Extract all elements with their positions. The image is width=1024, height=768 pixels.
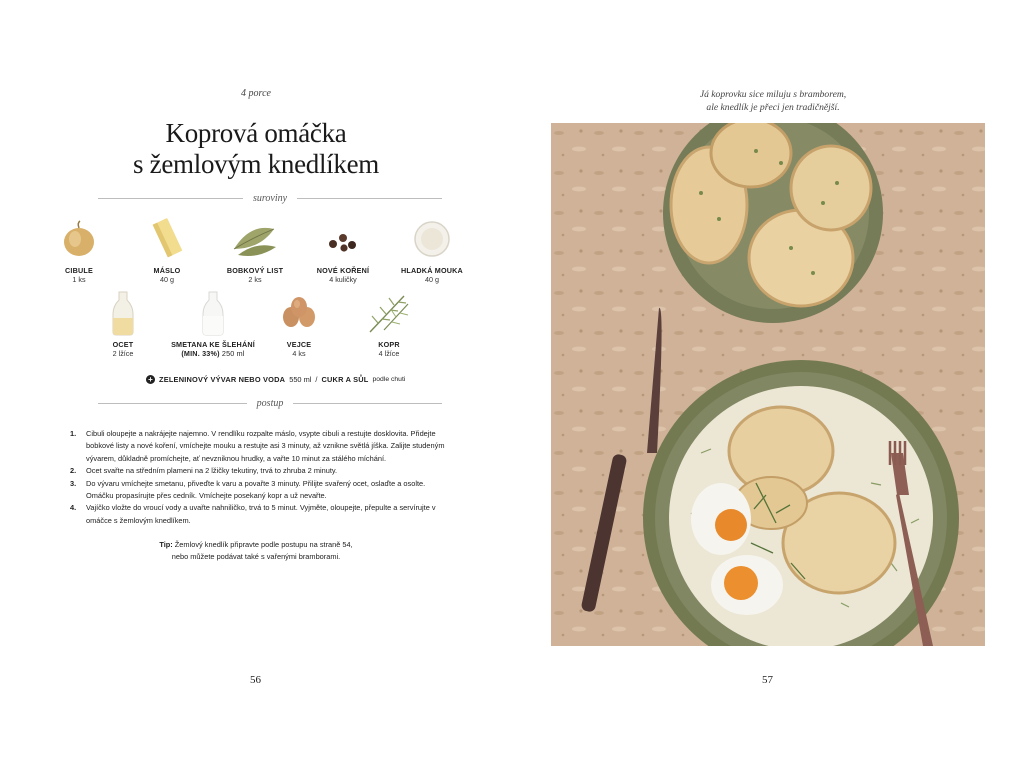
page-number-right: 57: [762, 674, 773, 686]
step-number: 2.: [70, 466, 77, 476]
ingredient-name: CIBULE: [65, 266, 93, 275]
ingredient-qty: 40 g: [160, 275, 174, 284]
method-step: [70, 428, 448, 465]
ingredient-name: NOVÉ KOŘENÍ: [316, 266, 370, 275]
recipe-title-line2: s žemlovým knedlíkem: [133, 149, 379, 179]
method-heading: [98, 398, 442, 409]
page-number-left: 56: [250, 674, 261, 686]
tip-text-line2: nebo můžete podávat také s vařenými bramborami.: [171, 552, 341, 562]
onion-icon: [36, 216, 122, 262]
ingredients-heading: [98, 193, 442, 204]
ingredient-name: HLADKÁ MOUKA: [401, 266, 463, 275]
ingredient-onion: [36, 216, 122, 284]
pull-quote: [517, 88, 1024, 114]
ingredient-butter: [124, 216, 210, 284]
extra-ingredients: [146, 375, 405, 384]
ingredient-name: [168, 340, 258, 358]
butter-icon: [124, 216, 210, 262]
step-number: 1.: [70, 429, 77, 438]
portions-label: 4 porce: [241, 88, 271, 99]
dish-photo-illustration: [551, 123, 985, 646]
dish-photo: [551, 123, 985, 646]
step-text: Ocet svařte na středním plameni na 2 lžičky tekutiny, trvá to zhruba 2 minuty.: [86, 466, 338, 476]
ingredient-flour: [389, 216, 475, 284]
ingredient-name-line2: (MIN. 33%): [181, 349, 220, 358]
cream-icon: [168, 290, 258, 336]
plus-icon: +: [146, 375, 155, 384]
method-step: [70, 465, 448, 477]
tip-line1: [0, 539, 512, 551]
bay-leaf-icon: [212, 216, 298, 262]
ingredient-name: VEJCE: [286, 340, 312, 349]
ingredient-qty: 1 ks: [72, 275, 86, 284]
tip-box: [0, 539, 512, 564]
method-step: [70, 478, 448, 503]
dill-icon: [346, 290, 432, 336]
ingredient-name-line1: SMETANA KE ŠLEHÁNÍ: [171, 340, 255, 349]
ingredient-name: KOPR: [378, 340, 400, 349]
extra-item-2-qty: podle chuti: [372, 376, 406, 383]
divider: [98, 198, 243, 199]
pull-quote-line1: Já koprovku sice miluju s bramborem,: [699, 89, 847, 100]
ingredient-qty: 2 ks: [248, 275, 262, 284]
step-text: Vajíčko vložte do vroucí vody a uvařte nahniličko, trvá to 5 minut. Vyjměte, oloupejte, přepulte a servírujte v omáčce s žemlovým knedlíkem.: [86, 503, 436, 525]
divider: [98, 403, 247, 404]
flour-icon: [389, 216, 475, 262]
ingredient-qty: 2 lžíce: [112, 349, 134, 358]
ingredient-eggs: [256, 290, 342, 358]
ingredient-name: BOBKOVÝ LIST: [226, 266, 284, 275]
tip-text-line1: Žemlový knedlík připravte podle postupu na straně 54,: [174, 540, 353, 549]
ingredient-vinegar: [80, 290, 166, 358]
method-step: [70, 502, 448, 527]
eggs-icon: [256, 290, 342, 336]
tip-label: Tip:: [159, 540, 173, 549]
method-heading-label: postup: [256, 398, 284, 409]
divider: [297, 198, 442, 199]
extra-separator: /: [315, 375, 318, 384]
ingredient-qty: 4 kuličky: [329, 275, 357, 284]
step-text: Do vývaru vmíchejte smetanu, přiveďte k varu a povařte 3 minuty. Přilijte svařený ocet, oslaďte a osolte. Omáčku propasírujte přes cedník. Vmíchejte posekaný kopr a už nevařte.: [86, 478, 426, 501]
ingredient-name: OCET: [112, 340, 134, 349]
ingredient-allspice: [300, 216, 386, 284]
ingredient-qty: 4 ks: [292, 349, 306, 358]
step-text: Cibuli oloupejte a nakrájejte najemno. V rendlíku rozpalte máslo, vsypte cibuli a restujte dosklovita. Přidejte bobkové listy a nové koření, vmíchejte mouku a restujte asi 3 minuty, až vznikne světlá jíška. Zalijte studeným vývarem, důkladně promíchejte, ať nevzniknou hrudky, a vařte 10 minut za stálého míchání.: [86, 429, 445, 463]
ingredient-name: MÁSLO: [153, 266, 181, 275]
ingredients-heading-label: suroviny: [252, 193, 288, 204]
vinegar-icon: [80, 290, 166, 336]
divider: [293, 403, 442, 404]
ingredient-bay-leaf: [212, 216, 298, 284]
ingredient-dill: [346, 290, 432, 358]
allspice-icon: [300, 216, 386, 262]
right-page: [512, 0, 1024, 768]
step-number: 4.: [70, 503, 77, 513]
extra-item-2: CUKR A SŮL: [321, 375, 369, 384]
ingredient-qty: 4 lžíce: [378, 349, 400, 358]
method-steps: [70, 428, 448, 527]
ingredient-qty: 250 ml: [221, 349, 245, 358]
step-number: 3.: [70, 478, 77, 488]
recipe-title: [0, 118, 512, 180]
extra-item-1-qty: 550 ml: [289, 375, 312, 384]
recipe-title-line1: Koprová omáčka: [165, 118, 347, 148]
ingredient-qty: 40 g: [425, 275, 439, 284]
pull-quote-line2: ale knedlík je přeci jen tradičnější.: [706, 102, 840, 113]
ingredient-cream: [168, 290, 258, 358]
extra-item-1: ZELENINOVÝ VÝVAR NEBO VODA: [159, 375, 286, 384]
